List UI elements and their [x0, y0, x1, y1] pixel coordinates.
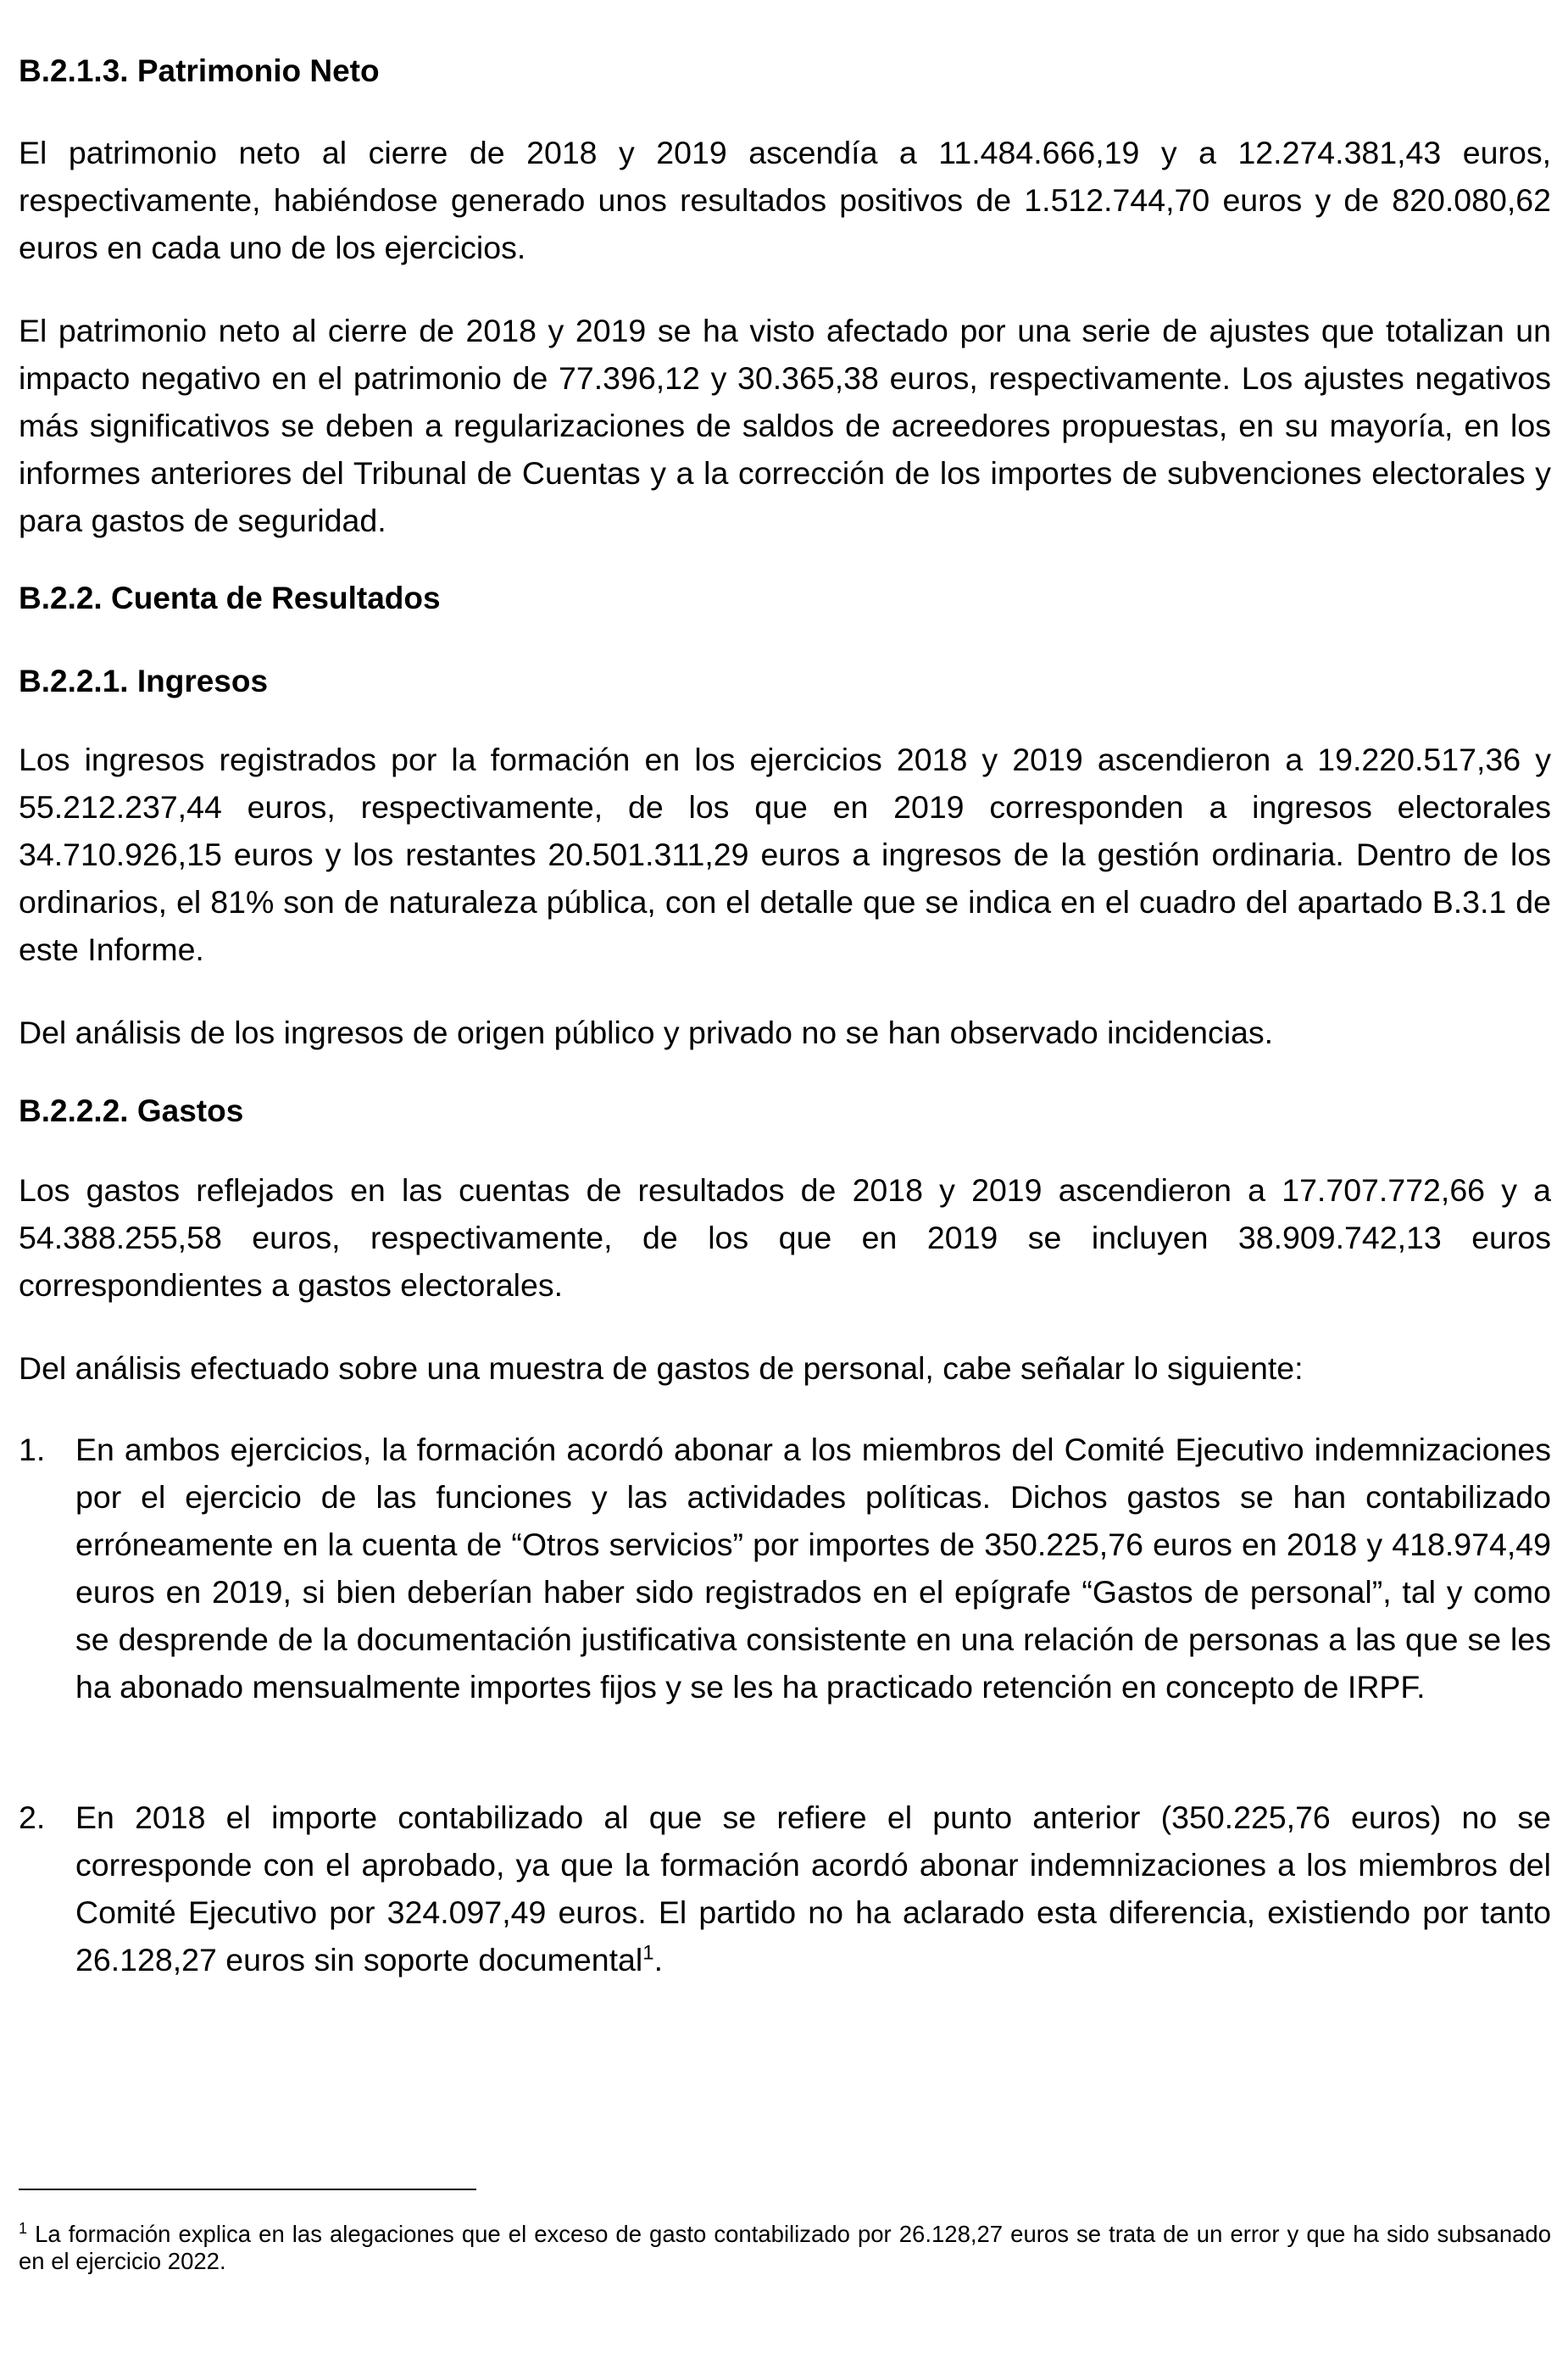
- footnote: [19, 2221, 1551, 2275]
- paragraph-ingresos-1: Los ingresos registrados por la formación en los ejercicios 2018 y 2019 ascendieron a 19.220.517,36 y 55.212.237,44 euros, respectivamente, de los que en 2019 corresponden a ingresos electorales 34.710.926,15 euros y los restantes 20.501.311,29 euros a ingresos de la gestión ordinaria. Dentro de los ordinarios, el 81% son de naturaleza pública, con el detalle que se indica en el cuadro del apartado B.3.1 de este Informe.: [19, 742, 1551, 967]
- footnote-text: La formación explica en las alegaciones que el exceso de gasto contabilizado por 26.128,27 euros se trata de un error y que ha sido subsanado en el ejercicio 2022.: [19, 2221, 1551, 2274]
- footnote-reference[interactable]: 1: [642, 1941, 654, 1965]
- heading-patrimonio-neto: B.2.1.3. Patrimonio Neto: [19, 53, 380, 88]
- footnote-marker: 1: [19, 2219, 28, 2237]
- list-item-text: En ambos ejercicios, la formación acordó abonar a los miembros del Comité Ejecutivo indemnizaciones por el ejercicio de las funciones y las actividades políticas. Dichos gastos se han contabilizado erróneamente en la cuenta de “Otros servicios” por importes de 350.225,76 euros en 2018 y 418.974,49 euros en 2019, si bien deberían haber sido registrados en el epígrafe “Gastos de personal”, tal y como se desprende de la documentación justificativa consistente en una relación de personas a las que se les ha abonado mensualmente importes fijos y se les ha practicado retención en concepto de IRPF.: [75, 1432, 1551, 1705]
- footnote-divider: [19, 2189, 476, 2190]
- list-item-number: 1.: [19, 1432, 46, 1467]
- list-item-text: [75, 1794, 1551, 1983]
- list-item: [19, 1426, 1551, 1711]
- paragraph-patrimonio-2: El patrimonio neto al cierre de 2018 y 2019 se ha visto afectado por una serie de ajustes que totalizan un impacto negativo en el patrimonio de 77.396,12 y 30.365,38 euros, respectivamente. Los ajustes negativos más significativos se deben a regularizaciones de saldos de acreedores propuestas, en su mayoría, en los informes anteriores del Tribunal de Cuentas y a la corrección de los importes de subvenciones electorales y para gastos de seguridad.: [19, 313, 1551, 538]
- paragraph-gastos-1: Los gastos reflejados en las cuentas de resultados de 2018 y 2019 ascendieron a 17.707.772,66 y a 54.388.255,58 euros, respectivamente, de los que en 2019 se incluyen 38.909.742,13 euros correspondientes a gastos electorales.: [19, 1172, 1551, 1303]
- list-item-body: En 2018 el importe contabilizado al que se refiere el punto anterior (350.225,76 euros) no se corresponde con el aprobado, ya que la formación acordó abonar indemnizaciones a los miembros del Comité Ejecutivo por 324.097,49 euros. El partido no ha aclarado esta diferencia, existiendo por tanto 26.128,27 euros sin soporte documental: [75, 1800, 1551, 1978]
- list-item: [19, 1794, 1551, 1983]
- paragraph-gastos-2: Del análisis efectuado sobre una muestra de gastos de personal, cabe señalar lo siguiente:: [19, 1350, 1304, 1386]
- paragraph-patrimonio-1: El patrimonio neto al cierre de 2018 y 2019 ascendía a 11.484.666,19 y a 12.274.381,43 euros, respectivamente, habiéndose generado unos resultados positivos de 1.512.744,70 euros y de 820.080,62 euros en cada uno de los ejercicios.: [19, 135, 1551, 265]
- heading-cuenta-resultados: B.2.2. Cuenta de Resultados: [19, 581, 441, 615]
- list-item-number: 2.: [19, 1800, 46, 1835]
- paragraph-ingresos-2: Del análisis de los ingresos de origen público y privado no se han observado incidencias.: [19, 1015, 1274, 1050]
- list-item-tail: .: [653, 1942, 663, 1978]
- heading-gastos: B.2.2.2. Gastos: [19, 1093, 244, 1128]
- heading-ingresos: B.2.2.1. Ingresos: [19, 664, 269, 698]
